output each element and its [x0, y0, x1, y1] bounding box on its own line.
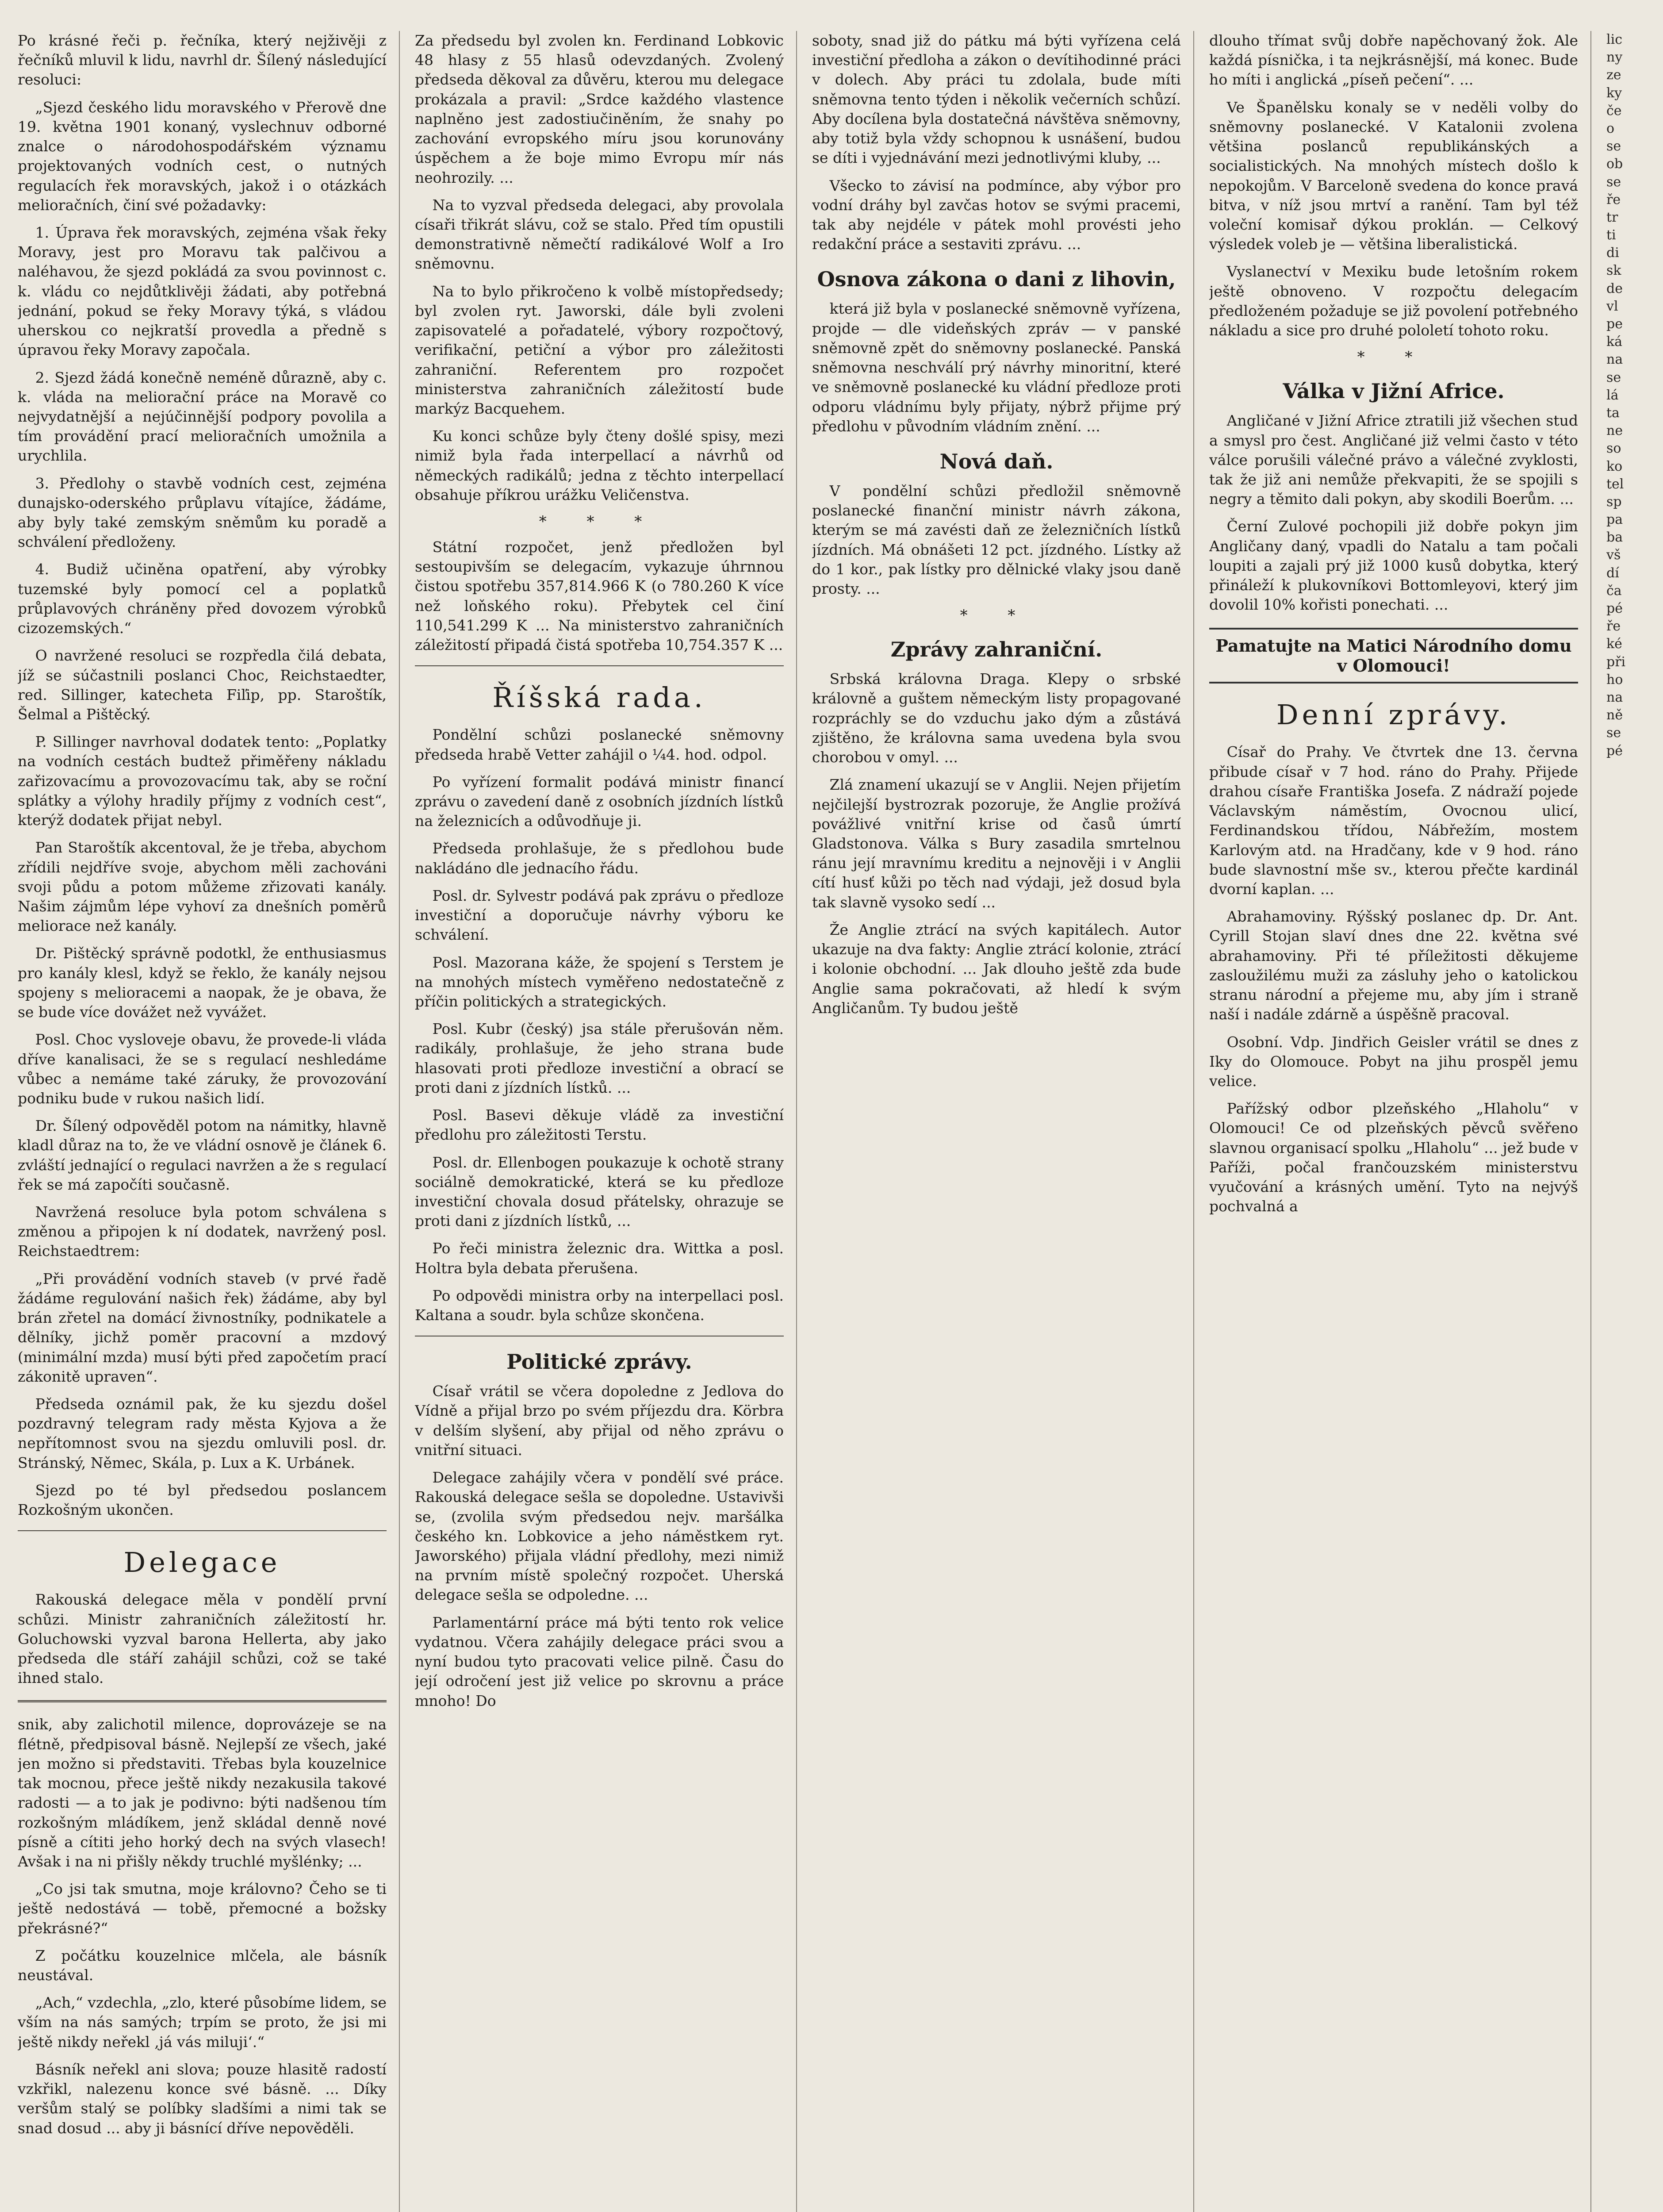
feuilleton-paragraph: Básník neřekl ani slova; pouze hlasitě radostí vzkřikl, nalezenu konce své básně. ... Díky veršům stalý se políbky sladšími a nimi tak se snad dosud ... aby ji básnící dříve nepověděli. [18, 2060, 387, 2137]
paragraph: „Při provádění vodních staveb (v prvé řadě žádáme regulování našich řek) žádáme, aby byl brán zřetel na domácí živnostníky, podnikatele a dělníky, jichž poměr pracovní a mzdový (minimální mzda) musí býti před započetím prací zákonitě upraven“. [18, 1270, 387, 1385]
paragraph: Po řeči ministra železnic dra. Wittka a posl. Holtra byla debata přerušena. [415, 1240, 784, 1277]
paragraph: Posl. Choc vysloveje obavu, že provede-li vláda dříve kanalisaci, že se s regulací neshledáme vůbec a nemáme také záruky, že provozování podniku bude v rukou našich lidí. [18, 1031, 387, 1107]
column-1 [18, 31, 400, 2212]
paragraph: Po vyřízení formalit podává ministr financí zprávu o zavedení daně z osobních jízdních lístků na železnicích a odůvodňuje ji. [415, 773, 784, 830]
paragraph: Delegace zahájily včera v pondělí své práce. Rakouská delegace sešla se dopoledne. Ustavivši se, (zvolila svým předsedou nejv. maršálka českého kn. Lobkovice a jeho náměstkem ryt. Jaworského) přijala vládní předlohy, mezi nimiž na prvním místě společný rozpočet. Uherská delegace sešla se odpoledne. ... [415, 1469, 784, 1604]
paragraph: Předseda prohlašuje, že s předlohou bude nakládáno dle jednacího řádu. [415, 840, 784, 877]
paragraph: Pan Staroštík akcentoval, že je třeba, abychom zřídili nejdříve svoje, abychom měli zachováni svoji půdu a potom můžeme zřizovati kanály. Našim zájmům lépe vyhoví za dnešních poměrů meliorace než kanály. [18, 839, 387, 935]
paragraph: Parlamentární práce má býti tento rok velice vydatnou. Včera zahájily delegace práci svou a nyní budou tyto pracovati velice pilně. Času do její odročení jest již velice po skrovnu a práce mnoho! Do [415, 1613, 784, 1709]
paragraph: Po odpovědi ministra orby na interpellaci posl. Kaltana a soudr. byla schůze skončena. [415, 1286, 784, 1324]
paragraph: Angličané v Jižní Africe ztratili již všechen stud a smysl pro čest. Angličané již velmi často v této válce porušili válečné právo a válečné zvyklosti, tak že již ani nemůže překvapiti, že se spojili s negry a těmito dali pokyn, aby skodili Boerům. ... [1209, 412, 1578, 508]
resolution-point-4: 4. Budiž učiněna opatření, aby výrobky tuzemské byly pomocí cel a poplatků průplavových chráněny před dovozem výrobků cizozemských.“ [18, 561, 387, 637]
divider [415, 665, 784, 666]
paragraph: Pondělní schůzi poslanecké sněmovny předseda hrabě Vetter zahájil o ¼4. hod. odpol. [415, 726, 784, 763]
edge-text: lic ny ze ky če o se ob se ře tr ti di sk de vl pe ká na se lá ta ne so ko tel sp pa ba vš dí ča pé ře ké při ho na ně se pé [1606, 32, 1626, 759]
resolution-point-1: 1. Úprava řek moravských, zejména však řeky Moravy, jest pro Moravu tak palčivou a naléhavou, že sjezd pokládá za svou povinnost c. k. vládu co nejdůtklivěji žádati, aby potřebná jednání, pokud se řeky Moravy týká, s vládou uherskou co nejkratší provedla a předně s úpravou řeky Moravy započala. [18, 223, 387, 359]
column-4 [1209, 31, 1591, 2212]
paragraph: Abrahamoviny. Rýšský poslanec dp. Dr. Ant. Cyrill Stojan slaví dnes dne 22. května své abrahamoviny. Při té příležitosti děkujeme zasloužilému muži za zásluhy jeho o katolickou stranu národní a přejeme mu, aby jím i straně naší i nadále zdárně a úspěšně pracoval. [1209, 908, 1578, 1023]
paragraph: Černí Zulové pochopili již dobře pokyn jim Angličany daný, vpadli do Natalu a tam počali loupiti a zajali prý již 1000 kusů dobytka, který přináleží k plukovníkovi Bottomleyovi, který jim dovolil 10% kořisti ponechati. ... [1209, 518, 1578, 614]
paragraph: Ve Španělsku konaly se v neděli volby do sněmovny poslanecké. V Katalonii zvolena většina poslanců republikánských a socialistických. Na mnohých místech došlo k nepokojům. V Barceloně svedena do konce pravá bitva, v níž jsou mrtví a ranění. Tam byl též voleční komisař dýkou proklán. — Celkový výsledek voleb je — většina liberalistická. [1209, 98, 1578, 253]
paragraph: Navržená resoluce byla potom schválena s změnou a připojen k ní dodatek, navržený posl. Reichstaedtrem: [18, 1203, 387, 1260]
paragraph: která již byla v poslanecké sněmovně vyřízena, projde — dle videňských zpráv — v panské sněmovně zpět do sněmovny poslanecké. Panská sněmovna neschválí prý návrhy minoritní, které ve sněmovně poslanecké ku vládní předloze proti odporu vládnímu byly přijaty, nýbrž přijme prý předlohu v původním vládním znění. ... [812, 300, 1181, 435]
feuilleton-paragraph: Z počátku kouzelnice mlčela, ale básník neustával. [18, 1947, 387, 1984]
paragraph: Zlá znamení ukazují se v Anglii. Nejen přijetím nejčilejší bystrozrak pozoruje, že Anglie prožívá povážlivé vnitřní krise od časů úmrtí Gladstonova. Válka s Bury zasadila smrtelnou ránu její mravnímu kreditu a nejnověji i v Anglii cítí husť kůži po těch nad výdaji, jež dosud byla tak slavně vysoko sedí ... [812, 776, 1181, 911]
paragraph: Za předsedu byl zvolen kn. Ferdinand Lobkovic 48 hlasy z 55 hlasů odevzdaných. Zvolený předseda děkoval za důvěru, kterou mu delegace prokázala a pravil: „Srdce každého vlastence naplněno jest zadostiučiněním, že snahy po zachování evropského míru jsou korunovány úspěchem a že boje mimo Evropu mír nás neohrozily. ... [415, 32, 784, 186]
paragraph: Na to vyzval předseda delegaci, aby provolala císaři třikrát slávu, což se stalo. Před tím opustili demonstrativně němečtí radikálové Wolf a Iro sněmovnu. [415, 196, 784, 273]
resolution-intro: „Sjezd českého lidu moravského v Přerově dne 19. května 1901 konaný, vyslechnuv odborné znalce o národohospodářském významu projektovaných vodních cest, o nutných regulacích řek moravských, jakož i o otázkách melioračních, činí své požadavky: [18, 98, 387, 214]
feuilleton-paragraph: „Ach,“ vzdechla, „zlo, které působíme lidem, se vším na nás samých; trpím se proto, že jsi mi ještě nikdy neřekl ‚já vás miluji‘.“ [18, 1994, 387, 2051]
subheading-nova-dan: Nová daň. [939, 449, 1054, 473]
paragraph: Na to bylo přikročeno k volbě místopředsedy; byl zvolen ryt. Jaworski, dále byli zvoleni zapisovatelé a pořadatelé, výbory rozpočtový, verifikační, petiční a výbor pro záležitosti zahraniční. Referentem pro rozpočet ministerstva zahraničních záležitostí bude markýz Bacquehem. [415, 282, 784, 417]
paragraph: P. Sillinger navrhoval dodatek tento: „Poplatky na vodních cestách budtež přiměřeny nákladu zařizovacímu a provozovacímu tak, aby se roční splátky a výlohy hradily příjmy z vodních cest“, kterýž dodatek přijat nebyl. [18, 733, 387, 829]
paragraph: Pařížský odbor plzeňského „Hlaholu“ v Olomouci! Ce od plzeňských pěvců svěřeno slavnou organisací spolku „Hlaholu“ ... jež bude v Paříži, počal frančouzském ministerstvu vyučování a krásných umění. Tyto na nejvýš pochvalná a [1209, 1100, 1578, 1215]
section-heading-politicke-zpravy: Politické zprávy. [506, 1350, 692, 1374]
section-heading-zpravy-zahranicni: Zprávy zahraniční. [890, 637, 1103, 662]
section-heading-delegace: Delegace [123, 1546, 281, 1579]
subheading-osnova: Osnova zákona o dani z lihovin, [817, 267, 1176, 292]
paragraph: Císař do Prahy. Ve čtvrtek dne 13. června přibude císař v 7 hod. ráno do Prahy. Přijede drahou císaře Františka Josefa. Z nádraží pojede Václavským náměstím, Ovocnou ulicí, Ferdinandskou třídou, Nábřežím, mostem Karlovým atd. na Hradčany, kde v 9 hod. ráno bude slavnostní mše sv., kterou přečte kardinál dvorní kaplan. ... [1209, 743, 1578, 898]
feuilleton-paragraph: „Co jsi tak smutna, moje královno? Čeho se ti ještě nedostává — tobě, přemocné a božsky překrásné?“ [18, 1880, 387, 1937]
paragraph: Osobní. Vdp. Jindřich Geisler vrátil se dnes z Iky do Olomouce. Pobyt na jihu prospěl jemu velice. [1209, 1033, 1578, 1090]
divider [18, 1530, 387, 1531]
columns [18, 31, 1636, 2212]
column-3 [812, 31, 1194, 2212]
paragraph: Posl. dr. Sylvestr podává pak zprávu o předloze investiční a doporučuje návrhy výboru ke schválení. [415, 887, 784, 944]
divider [18, 1700, 387, 1702]
paragraph: Dr. Pištěcký správně podotkl, že enthusiasmus pro kanály klesl, když se řeklo, že kanály nejsou spojeny s melioracemi a naopak, že je obava, že se bude více dovážet než vyvážet. [18, 945, 387, 1021]
paragraph: Předseda oznámil pak, že ku sjezdu došel pozdravný telegram rady města Kyjova a že nepřítomnost svou na sjezdu omluvili posl. dr. Stránský, Němec, Skála, p. Lux a K. Urbánek. [18, 1395, 387, 1471]
paragraph: Rakouská delegace měla v pondělí první schůzi. Ministr zahraničních záležitostí hr. Goluchowski vyzval barona Hellerta, aby jako předseda dle stáří zahájil schůzi, což se také ihned stalo. [18, 1591, 387, 1687]
paragraph: Císař vrátil se včera dopoledne z Jedlova do Vídně a přijal brzo po svém příjezdu dra. Körbra v delším slyšení, aby přijal od něho zprávu o vnitřní situaci. [415, 1382, 784, 1459]
paragraph: Státní rozpočet, jenž předložen byl sestoupivším se delegacím, vykazuje úhrnnou čistou spotřebu 357,814.966 K (o 780.260 K více než loňského roku). Přebytek cel činí 110,541.299 K ... Na ministerstvo zahraničních záležitostí připadá čistá spotřeba 10,754.357 K ... [415, 538, 784, 654]
paragraph: Posl. dr. Ellenbogen poukazuje k ochotě strany sociálně demokratické, která se ku předloze investiční chovala dosud přátelsky, ohrazuje se proti dani z jízdních lístků, ... [415, 1153, 784, 1230]
subheading-valka: Válka v Jižní Africe. [1283, 379, 1505, 403]
paragraph: V pondělní schůzi předložil sněmovně poslanecké finanční ministr návrh zákona, kterým se má zavésti daň ze železničních lístků jízdních. Má obnášeti 12 pct. jízdného. Lístky až do 1 kor., pak lístky pro dělnické vlaky jsou daně prosty. ... [812, 482, 1181, 598]
paragraph: Dr. Šílený odpověděl potom na námitky, hlavně kladl důraz na to, že ve vládní osnově je článek 6. zvláští jednající o regulaci navržen a že s regulací řek se má započíti současně. [18, 1117, 387, 1193]
paragraph: soboty, snad již do pátku má býti vyřízena celá investiční předloha a zákon o devítihodinné práci v dolech. Aby práci tu zdolala, bude míti sněmovna tento týden i několik večerních schůzí. Aby docílena byla dostatečná návštěva sněmovny, aby totiž byla vždy schopnou k usnášení, budou se díti i vyjednávání mezi jednotlivými kluby, ... [812, 32, 1181, 167]
column-2 [415, 31, 797, 2212]
paragraph: Že Anglie ztrácí na svých kapitálech. Autor ukazuje na dva fakty: Anglie ztrácí kolonie, ztrácí i kolonie obchodní. ... Jak dlouho ještě zda bude Anglie sama pokračovati, až hledí k svým Angličanům. Ty budou ještě [812, 921, 1181, 1017]
paragraph: O navržené resoluci se rozpředla čilá debata, jíž se súčastnili poslanci Choc, Reichstaedter, red. Sillinger, katecheta Fiľip, pp. Staroštík, Šelmal a Pištěcký. [18, 647, 387, 723]
section-heading-denni-zpravy: Denní zprávy. [1276, 699, 1511, 731]
paragraph: Posl. Basevi děkuje vládě za investiční předlohu pro záležitosti Terstu. [415, 1106, 784, 1144]
section-heading-risska-rada: Říšská rada. [492, 681, 706, 714]
separator-stars: * * [1357, 348, 1430, 366]
paragraph: Posl. Mazorana káže, že spojení s Terstem je na mnohých místech vyměřeno nedostatečně z příčin politických a strategických. [415, 953, 784, 1010]
separator-stars: * * [960, 607, 1033, 625]
paragraph: dlouho třímat svůj dobře napěchovaný žok. Ale každá písnička, i ta nejkrásnější, má konec. Bude ho míti i anglická „píseň pečení“. ... [1209, 32, 1578, 88]
resolution-point-3: 3. Předlohy o stavbě vodních cest, zejména dunajsko-oderského průplavu vítajíce, žádáme, aby byly také zemským sněmům ku poradě a schválení předloženy. [18, 474, 387, 551]
feuilleton-paragraph: snik, aby zalichotil milence, doprovázeje se na flétně, předpisoval básně. Nejlepší ze všech, jaké jen možno si představiti. Třebas byla kouzelnice tak mocnou, přece ještě nikdy nezakusila takové radosti — a to jak je podivno: býti nadšenou tím rozkošným mládíkem, jenž skládal denně nové písně a cítiti jeho horký dech na svých vlasech! Avšak i na ni přišly někdy truchlé myšlénky; ... [18, 1716, 387, 1870]
paragraph: Všecko to závisí na podmínce, aby výbor pro vodní dráhy byl zavčas hotov se svými pracemi, tak aby nejdéle v pátek mohl provésti jeho redakční práce a sestaviti zprávu. ... [812, 177, 1181, 253]
paragraph: Sjezd po té byl předsedou poslancem Rozkošným ukončen. [18, 1481, 387, 1519]
resolution-point-2: 2. Sjezd žádá konečně neméně důrazně, aby c. k. vláda na meliorační práce na Moravě co nejvydatnější a nejúčinnější podpory povolila a tím provádění prací melioračních umožnila a urychlila. [18, 369, 387, 465]
paragraph: Posl. Kubr (český) jsa stále přerušován něm. radikály, prohlašuje, že jeho strana bude hlasovati proti předloze investiční a obrací se proti dani z jízdních lístků. ... [415, 1020, 784, 1096]
notice-box: Pamatujte na Matici Národního domu v Olomouci! [1209, 628, 1578, 684]
cropped-edge-column [1606, 31, 1636, 2212]
paragraph: Ku konci schůze byly čteny došlé spisy, mezi nimiž byla řada interpellací a návrhů od německých radikálů; jedna z těchto interpellací obsahuje příkrou urážku Veličenstva. [415, 427, 784, 503]
paragraph: Vyslanectví v Mexiku bude letošním rokem ještě obnoveno. V rozpočtu delegacím předloženém požaduje se již povolení potřebného nákladu a sice pro druhé pololetí tohoto roku. [1209, 263, 1578, 339]
paragraph: Srbská královna Draga. Klepy o srbské královně a guštem německým listy propagované rozpráchly se do vzduchu jako dým a zůstává zjištěno, že královna sama uvedena byla svou chorobou v omyl. ... [812, 670, 1181, 766]
paragraph: Po krásné řeči p. řečníka, který nejživěji z řečníků mluvil k lidu, navrhl dr. Šílený následující resoluci: [18, 32, 387, 88]
separator-stars: * * * [539, 513, 660, 531]
